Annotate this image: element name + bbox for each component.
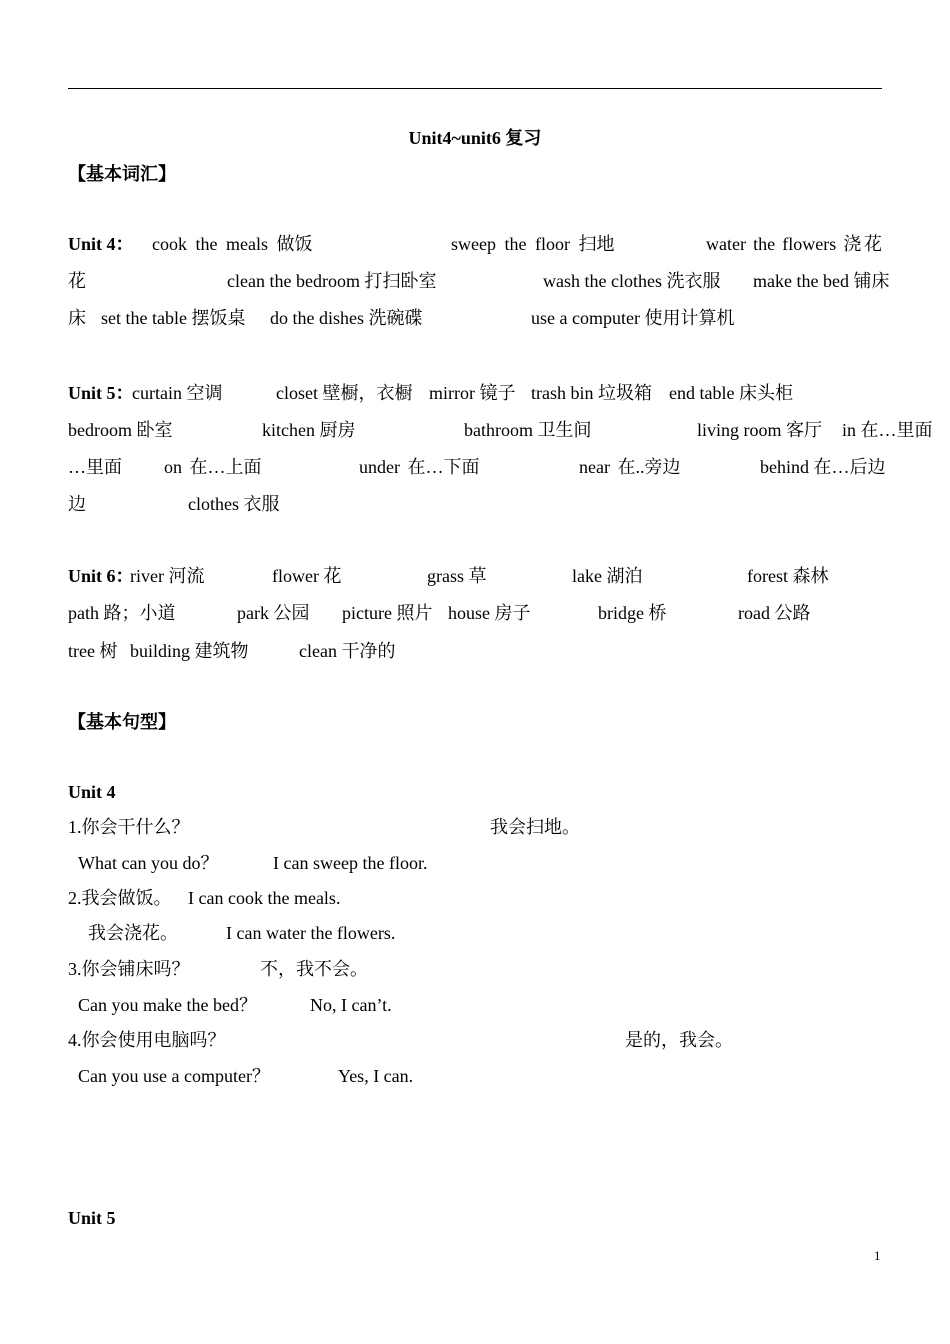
answer-en: No, I can’t.	[310, 995, 392, 1015]
sentence-en: Can you make the bed？	[78, 995, 257, 1015]
vocab-item: lake 湖泊	[572, 566, 643, 586]
sentence-cn: 2.我会做饭。	[68, 888, 172, 908]
sentence-en: What can you do？	[78, 853, 219, 873]
vocab-item: house 房子	[448, 603, 531, 623]
vocab-item: wash the clothes 洗衣服	[543, 271, 721, 291]
unit5-vocab-label: Unit 5：	[68, 383, 134, 403]
vocab-item: clean the bedroom 打扫卧室	[227, 271, 437, 291]
sentence-cn: 3.你会铺床吗？	[68, 959, 190, 979]
answer-en: I can sweep the floor.	[273, 853, 428, 873]
vocab-item: use a computer 使用计算机	[531, 308, 735, 328]
vocab-item: grass 草	[427, 566, 487, 586]
answer-cn: 是的，我会。	[625, 1030, 733, 1050]
wrap-char: 床	[68, 308, 86, 328]
vocab-item: behind 在…后边	[760, 457, 886, 477]
page-number: 1	[874, 1248, 881, 1263]
vocab-item: bedroom 卧室	[68, 420, 173, 440]
vocab-item: park 公园	[237, 603, 310, 623]
sentence-en: Can you use a computer？	[78, 1066, 270, 1086]
vocab-item: bridge 桥	[598, 603, 667, 623]
wrap-char: 花	[68, 271, 86, 291]
vocab-item: make the bed 铺床	[753, 271, 890, 291]
unit4-vocab-label: Unit 4：	[68, 234, 134, 254]
vocab-item: flower 花	[272, 566, 342, 586]
answer-en: Yes, I can.	[338, 1066, 414, 1086]
unit4-sentence-label: Unit 4	[68, 782, 116, 802]
sentence-cn: 我会浇花。	[88, 923, 178, 943]
vocab-item: path 路；小道	[68, 603, 176, 623]
unit5-sentence-label: Unit 5	[68, 1208, 116, 1228]
vocab-item: picture 照片	[342, 603, 433, 623]
vocab-item: living room 客厅	[697, 420, 822, 440]
vocab-item: on 在…上面	[164, 457, 262, 477]
page-title: Unit4~unit6 复习	[408, 128, 542, 148]
unit6-vocab-label: Unit 6：	[68, 566, 134, 586]
vocab-item: under 在…下面	[359, 457, 480, 477]
vocab-item: set the table 摆饭桌	[101, 308, 246, 328]
sentence-cn: 1.你会干什么？	[68, 817, 190, 837]
vocab-item: bathroom 卫生间	[464, 420, 592, 440]
vocab-item: road 公路	[738, 603, 811, 623]
vocab-item: closet 壁橱，衣橱	[276, 383, 413, 403]
sentence-en: I can cook the meals.	[188, 888, 341, 908]
vocab-item: clothes 衣服	[188, 494, 280, 514]
wrap-char: 边	[68, 494, 86, 514]
answer-cn: 我会扫地。	[490, 817, 580, 837]
header-rule	[68, 88, 882, 89]
vocab-item: water the flowers 浇花	[706, 234, 882, 254]
vocab-item: kitchen 厨房	[262, 420, 356, 440]
sentence-en: I can water the flowers.	[226, 923, 396, 943]
sentence-heading: 【基本句型】	[68, 712, 176, 732]
vocab-item: trash bin 垃圾箱	[531, 383, 652, 403]
answer-cn: 不，我不会。	[260, 959, 368, 979]
vocab-item: cook the meals 做饭	[152, 234, 313, 254]
vocab-heading: 【基本词汇】	[68, 164, 176, 184]
vocab-item: mirror 镜子	[429, 383, 516, 403]
wrap-fragment: …里面	[68, 457, 122, 477]
vocab-item: forest 森林	[747, 566, 829, 586]
vocab-item: sweep the floor 扫地	[451, 234, 615, 254]
vocab-item: tree 树	[68, 641, 118, 661]
sentence-cn: 4.你会使用电脑吗？	[68, 1030, 226, 1050]
vocab-item: building 建筑物	[130, 641, 249, 661]
vocab-item: clean 干净的	[299, 641, 396, 661]
vocab-item: do the dishes 洗碗碟	[270, 308, 423, 328]
vocab-item: near 在..旁边	[579, 457, 681, 477]
vocab-item: river 河流	[130, 566, 205, 586]
vocab-item: curtain 空调	[132, 383, 223, 403]
vocab-item: in 在…里面	[842, 420, 933, 440]
vocab-item: end table 床头柜	[669, 383, 793, 403]
